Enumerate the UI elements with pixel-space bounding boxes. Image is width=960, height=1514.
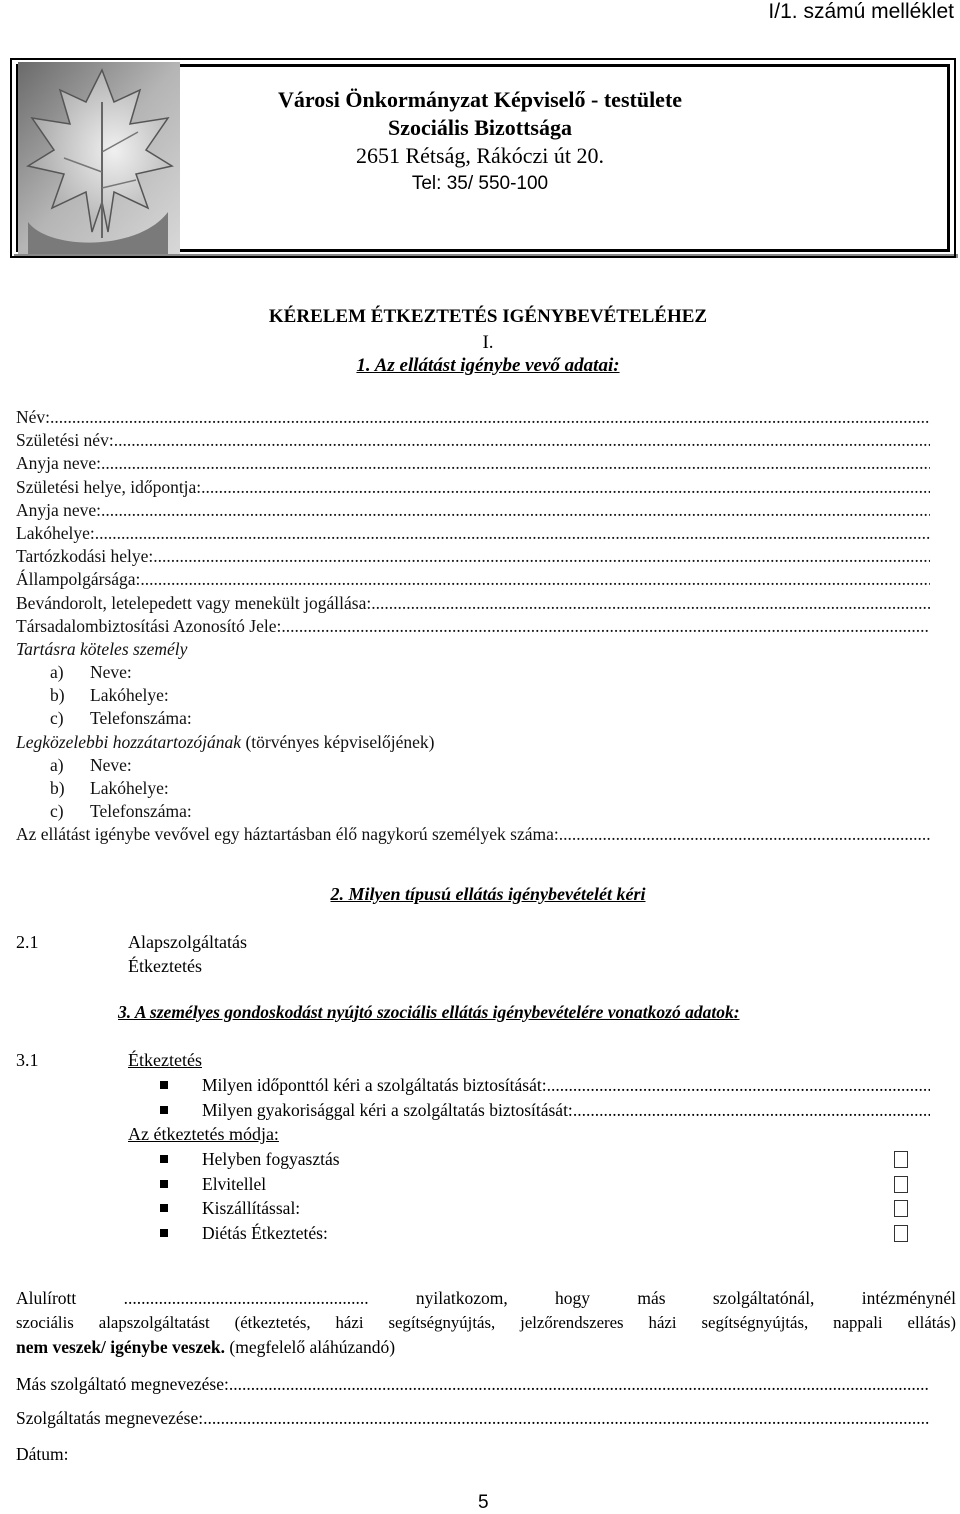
field-mother-name-2[interactable]: Anyja neve: ..... — [16, 499, 930, 522]
other-provider-field[interactable]: Más szolgáltató megnevezése: ..... — [16, 1374, 930, 1395]
mode-diet: Diétás Étkeztetés: — [160, 1221, 930, 1246]
meal-mode-label: Az étkeztetés módja: — [128, 1124, 279, 1144]
relative-phone[interactable]: c) Telefonszáma: — [50, 801, 192, 822]
bullet-icon — [160, 1180, 168, 1188]
relative-heading: Legközelebbi hozzátartozójának (törvényes képviselőjének) — [16, 731, 435, 752]
question-list — [160, 1073, 930, 1122]
maple-leaf-logo-icon — [18, 62, 180, 254]
question-start-date[interactable]: Milyen időponttól kéri a szolgáltatás biztosítását: ..... — [160, 1073, 930, 1098]
section3-1-label: Étkeztetés — [128, 1050, 202, 1070]
section1-heading: 1. Az ellátást igénybe vevő adatai: — [356, 355, 620, 376]
municipality-name: Városi Önkormányzat Képviselő - testülete — [277, 87, 683, 112]
applicant-fields — [16, 406, 930, 847]
declaration-line-3: nem veszek/ igénybe veszek. (megfelelő aláhúzandó) — [16, 1337, 396, 1357]
mode-onsite: Helyben fogyasztás — [160, 1147, 930, 1172]
declaration-choice[interactable]: nem veszek/ igénybe veszek. — [16, 1337, 225, 1357]
section3-heading: 3. A személyes gondoskodást nyújtó szociális ellátás igénybevételére vonatkozó adatok: — [118, 1002, 740, 1022]
bullet-icon — [160, 1204, 168, 1212]
section3-1-number: 3.1 — [16, 1050, 39, 1070]
committee-name: Szociális Bizottsága — [388, 115, 572, 140]
header-text — [180, 86, 780, 198]
field-stay-place[interactable]: Tartózkodási helye: ..... — [16, 545, 930, 568]
form-title: KÉRELEM ÉTKEZTETÉS IGÉNYBEVÉTELÉHEZ — [268, 306, 708, 327]
form-part-roman: I. — [482, 332, 494, 353]
mode-takeaway: Elvitellel — [160, 1172, 930, 1197]
bullet-icon — [160, 1155, 168, 1163]
obligated-residence[interactable]: b) Lakóhelye: — [50, 685, 169, 706]
field-mother-name[interactable]: Anyja neve: ..... — [16, 452, 930, 475]
section2-1-number: 2.1 — [16, 932, 39, 952]
field-birth-name[interactable]: Születési név: ..... — [16, 429, 930, 452]
declaration-paragraph — [16, 1286, 956, 1360]
checkbox-delivery[interactable] — [894, 1200, 908, 1217]
obligated-person-heading: Tartásra köteles személy — [16, 638, 188, 659]
service-name-field[interactable]: Szolgáltatás megnevezése: ..... — [16, 1408, 930, 1429]
declaration-line-2: szociális alapszolgáltatást (étkeztetés, házi segítségnyújtás, jelzőrendszeres házi segítségnyújtás, nappali ellátás) — [16, 1312, 956, 1332]
obligated-name[interactable]: a) Neve: — [50, 662, 132, 683]
annex-label: I/1. számú melléklet — [768, 0, 954, 23]
relative-residence[interactable]: b) Lakóhelye: — [50, 778, 169, 798]
section2-1-sublabel: Étkeztetés — [128, 956, 202, 976]
checkbox-diet[interactable] — [894, 1225, 908, 1242]
relative-name[interactable]: a) Neve: — [50, 754, 132, 775]
field-birth-place-date[interactable]: Születési helye, időpontja: ..... — [16, 476, 930, 499]
obligated-phone[interactable]: c) Telefonszáma: — [50, 708, 192, 729]
field-immigrant-status[interactable]: Bevándorolt, letelepedett vagy menekült jogállása: ..... — [16, 592, 930, 615]
question-frequency[interactable]: Milyen gyakorisággal kéri a szolgáltatás biztosítását: ..... — [160, 1098, 930, 1123]
field-name[interactable]: Név: ..... — [16, 406, 930, 429]
date-label[interactable]: Dátum: — [16, 1444, 69, 1464]
household-count-field[interactable]: Az ellátást igénybe vevővel egy háztartásban élő nagykorú személyek száma: ..... — [16, 823, 930, 846]
field-taj[interactable]: Társadalombiztosítási Azonosító Jele: ..... — [16, 615, 930, 638]
declaration-line-1[interactable]: Alulírott ........................................................ nyilatkozom, hogy más szolgáltatónál, intézménynél — [16, 1288, 956, 1308]
checkbox-onsite[interactable] — [894, 1151, 908, 1168]
bullet-icon — [160, 1229, 168, 1237]
phone: Tel: 35/ 550-100 — [411, 173, 549, 194]
checkbox-takeaway[interactable] — [894, 1176, 908, 1193]
section2-1-label: Alapszolgáltatás — [128, 932, 247, 952]
field-citizenship[interactable]: Állampolgársága: ..... — [16, 568, 930, 591]
mode-delivery: Kiszállítással: — [160, 1196, 930, 1221]
page-number: 5 — [478, 1492, 489, 1513]
field-residence[interactable]: Lakóhelye: ..... — [16, 522, 930, 545]
meal-mode-list — [160, 1147, 930, 1245]
section2-heading: 2. Milyen típusú ellátás igénybevételét kéri — [330, 884, 646, 904]
bullet-icon — [160, 1106, 168, 1114]
bullet-icon — [160, 1081, 168, 1089]
address: 2651 Rétság, Rákóczi út 20. — [355, 143, 605, 168]
